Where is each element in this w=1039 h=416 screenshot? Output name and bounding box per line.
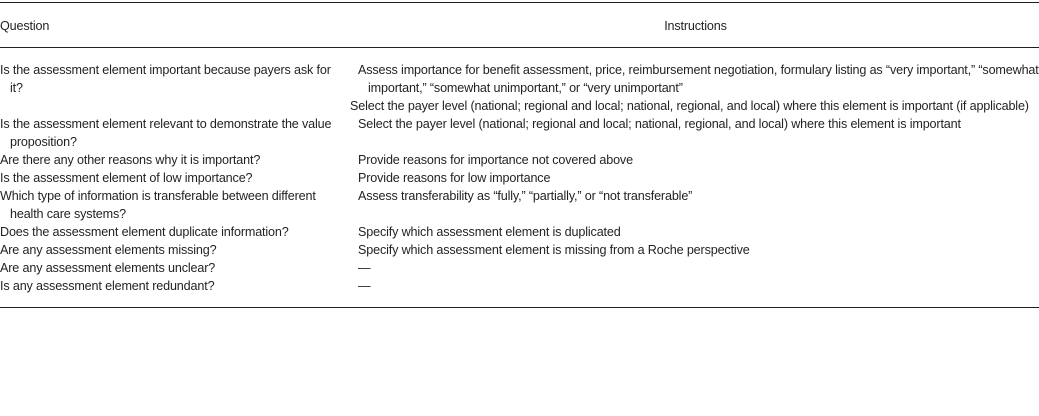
question-cell: Is the assessment element relevant to demonstrate the value proposition? [0, 117, 332, 149]
instruction-cell: Assess transferability as “fully,” “partially,” or “not transferable” [358, 189, 693, 203]
question-cell: Are there any other reasons why it is important? [0, 153, 261, 167]
table-row [0, 277, 1039, 308]
table-row [0, 187, 1039, 223]
question-cell: Does the assessment element duplicate information? [0, 225, 289, 239]
question-cell: Which type of information is transferable between different health care systems? [0, 189, 316, 221]
table-row [0, 48, 1039, 116]
instruction-cell: Select the payer level (national; regional and local; national, regional, and local) where this element is important (if applicable) [350, 99, 1029, 113]
table-row [0, 151, 1039, 169]
table-row [0, 223, 1039, 241]
table-row [0, 241, 1039, 259]
table-row [0, 259, 1039, 277]
header-instructions: Instructions [352, 3, 1039, 48]
table-row [0, 169, 1039, 187]
instruction-cell: Provide reasons for low importance [358, 171, 551, 185]
instruction-cell: — [358, 261, 371, 275]
instruction-cell: Provide reasons for importance not covered above [358, 153, 633, 167]
header-question: Question [0, 3, 352, 48]
table-row [0, 115, 1039, 151]
instruction-cell: Specify which assessment element is duplicated [358, 225, 621, 239]
table-body [0, 48, 1039, 308]
header-row [0, 3, 1039, 48]
instruction-cell: — [358, 279, 371, 293]
questionnaire-table [0, 2, 1039, 308]
question-cell: Are any assessment elements missing? [0, 243, 217, 257]
question-cell: Is the assessment element important because payers ask for it? [0, 63, 331, 95]
instruction-cell: Select the payer level (national; regional and local; national, regional, and local) where this element is important [358, 117, 961, 131]
question-cell: Are any assessment elements unclear? [0, 261, 216, 275]
table-header [0, 3, 1039, 48]
question-cell: Is any assessment element redundant? [0, 279, 215, 293]
question-cell: Is the assessment element of low importance? [0, 171, 253, 185]
instruction-cell: Assess importance for benefit assessment, price, reimbursement negotiation, formulary listing as “very important,” “somewhat important,” “somewhat unimportant,” or “very unimportant” [358, 63, 1039, 95]
instruction-cell: Specify which assessment element is missing from a Roche perspective [358, 243, 750, 257]
